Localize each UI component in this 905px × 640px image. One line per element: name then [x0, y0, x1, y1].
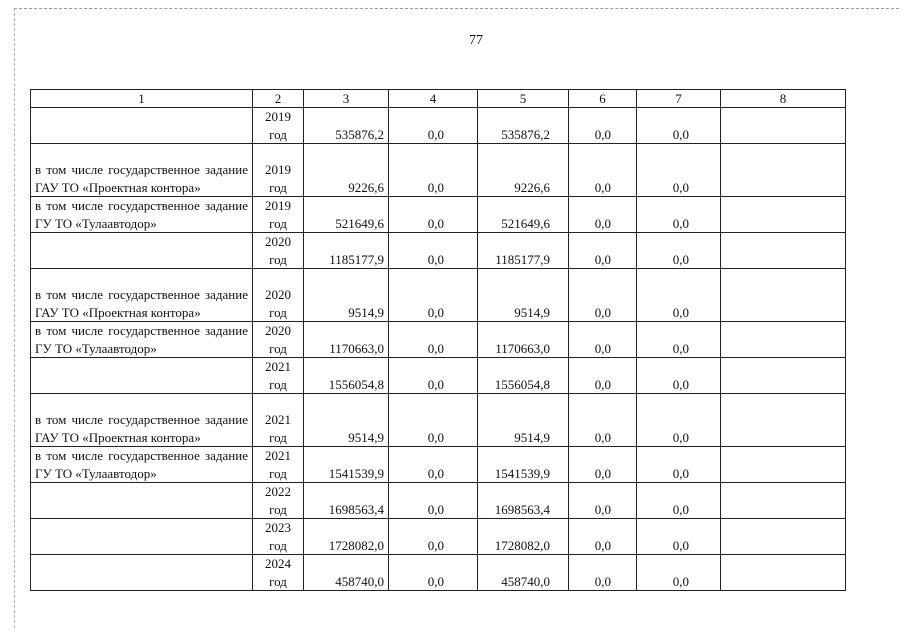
- table-row: [31, 358, 846, 394]
- cell-col-5: 9514,9: [478, 394, 569, 447]
- cell-col-8: [721, 394, 846, 447]
- cell-col-6: 0,0: [569, 358, 637, 394]
- cell-col-8: [721, 358, 846, 394]
- cell-col-3: 9514,9: [304, 394, 389, 447]
- header-cell: 3: [304, 90, 389, 108]
- cell-col-7: 0,0: [637, 555, 721, 591]
- header-cell: 5: [478, 90, 569, 108]
- table-body: [31, 108, 846, 591]
- budget-table: [30, 89, 846, 591]
- table-row: [31, 483, 846, 519]
- table-row: [31, 519, 846, 555]
- year-unit: год: [269, 179, 287, 195]
- cell-col-4: 0,0: [389, 483, 478, 519]
- cell-col-7: 0,0: [637, 269, 721, 322]
- page-number: 77: [469, 33, 483, 48]
- row-description: в том числе государственное задание ГАУ ТО «Проектная контора»: [31, 394, 253, 447]
- cell-col-5: 1556054,8: [478, 358, 569, 394]
- cell-col-7: 0,0: [637, 519, 721, 555]
- cell-col-4: 0,0: [389, 322, 478, 358]
- cell-col-3: 1170663,0: [304, 322, 389, 358]
- cell-col-8: [721, 108, 846, 144]
- cell-col-5: 535876,2: [478, 108, 569, 144]
- cell-col-4: 0,0: [389, 519, 478, 555]
- table-row: [31, 447, 846, 483]
- cell-col-8: [721, 322, 846, 358]
- cell-col-3: 1185177,9: [304, 233, 389, 269]
- cell-col-7: 0,0: [637, 447, 721, 483]
- row-description: [31, 108, 253, 144]
- header-cell: 2: [253, 90, 304, 108]
- table-row: [31, 394, 846, 447]
- cell-col-8: [721, 519, 846, 555]
- cell-col-6: 0,0: [569, 394, 637, 447]
- cell-col-4: 0,0: [389, 358, 478, 394]
- cell-col-5: 1698563,4: [478, 483, 569, 519]
- cell-col-6: 0,0: [569, 144, 637, 197]
- cell-col-7: 0,0: [637, 483, 721, 519]
- year-value: 2023: [265, 520, 291, 535]
- cell-col-5: 1170663,0: [478, 322, 569, 358]
- row-description: в том числе государственное задание ГАУ ТО «Проектная контора»: [31, 269, 253, 322]
- cell-col-7: 0,0: [637, 144, 721, 197]
- year-unit: год: [269, 126, 287, 142]
- year-unit: год: [269, 465, 287, 481]
- cell-col-8: [721, 233, 846, 269]
- cell-col-8: [721, 483, 846, 519]
- header-cell: 1: [31, 90, 253, 108]
- cell-col-5: 1541539,9: [478, 447, 569, 483]
- year-value: 2020: [265, 323, 291, 338]
- row-year: [253, 269, 304, 322]
- cell-col-5: 9226,6: [478, 144, 569, 197]
- row-description: [31, 233, 253, 269]
- cell-col-3: 9514,9: [304, 269, 389, 322]
- cell-col-6: 0,0: [569, 269, 637, 322]
- cell-col-3: 458740,0: [304, 555, 389, 591]
- cell-col-5: 458740,0: [478, 555, 569, 591]
- cell-col-4: 0,0: [389, 233, 478, 269]
- header-cell: 6: [569, 90, 637, 108]
- row-year: [253, 322, 304, 358]
- row-description: [31, 519, 253, 555]
- row-year: [253, 197, 304, 233]
- scan-edge-top: [14, 8, 899, 9]
- cell-col-6: 0,0: [569, 322, 637, 358]
- table-row: [31, 197, 846, 233]
- cell-col-6: 0,0: [569, 519, 637, 555]
- header-cell: 8: [721, 90, 846, 108]
- cell-col-8: [721, 144, 846, 197]
- year-value: 2020: [265, 234, 291, 249]
- cell-col-3: 535876,2: [304, 108, 389, 144]
- table-row: [31, 269, 846, 322]
- year-unit: год: [269, 215, 287, 231]
- row-description: [31, 483, 253, 519]
- cell-col-4: 0,0: [389, 447, 478, 483]
- cell-col-6: 0,0: [569, 197, 637, 233]
- row-description: [31, 555, 253, 591]
- table-row: [31, 555, 846, 591]
- header-cell: 4: [389, 90, 478, 108]
- cell-col-4: 0,0: [389, 269, 478, 322]
- row-description: в том числе государственное задание ГУ ТО «Тулаавтодор»: [31, 447, 253, 483]
- cell-col-8: [721, 447, 846, 483]
- cell-col-3: 1698563,4: [304, 483, 389, 519]
- row-year: [253, 483, 304, 519]
- cell-col-3: 1556054,8: [304, 358, 389, 394]
- row-year: [253, 519, 304, 555]
- table-row: [31, 233, 846, 269]
- cell-col-6: 0,0: [569, 555, 637, 591]
- cell-col-5: 1185177,9: [478, 233, 569, 269]
- table-row: [31, 322, 846, 358]
- year-unit: год: [269, 340, 287, 356]
- year-value: 2021: [265, 448, 291, 463]
- header-cell: 7: [637, 90, 721, 108]
- row-description: в том числе государственное задание ГАУ ТО «Проектная контора»: [31, 144, 253, 197]
- cell-col-4: 0,0: [389, 108, 478, 144]
- cell-col-4: 0,0: [389, 555, 478, 591]
- year-unit: год: [269, 501, 287, 517]
- row-description: [31, 358, 253, 394]
- cell-col-7: 0,0: [637, 108, 721, 144]
- cell-col-7: 0,0: [637, 233, 721, 269]
- row-description: в том числе государственное задание ГУ ТО «Тулаавтодор»: [31, 322, 253, 358]
- year-value: 2019: [265, 198, 291, 213]
- year-unit: год: [269, 304, 287, 320]
- scan-edge-left: [14, 8, 15, 628]
- header-row: [31, 90, 846, 108]
- year-unit: год: [269, 429, 287, 445]
- cell-col-5: 1728082,0: [478, 519, 569, 555]
- row-year: [253, 555, 304, 591]
- cell-col-3: 1541539,9: [304, 447, 389, 483]
- table-row: [31, 144, 846, 197]
- row-year: [253, 447, 304, 483]
- row-year: [253, 358, 304, 394]
- cell-col-6: 0,0: [569, 233, 637, 269]
- cell-col-3: 521649,6: [304, 197, 389, 233]
- cell-col-6: 0,0: [569, 108, 637, 144]
- year-value: 2022: [265, 484, 291, 499]
- year-value: 2021: [265, 359, 291, 374]
- row-year: [253, 233, 304, 269]
- cell-col-8: [721, 197, 846, 233]
- cell-col-4: 0,0: [389, 144, 478, 197]
- cell-col-6: 0,0: [569, 483, 637, 519]
- cell-col-7: 0,0: [637, 358, 721, 394]
- cell-col-8: [721, 555, 846, 591]
- year-unit: год: [269, 376, 287, 392]
- cell-col-7: 0,0: [637, 197, 721, 233]
- cell-col-7: 0,0: [637, 322, 721, 358]
- year-value: 2024: [265, 556, 291, 571]
- cell-col-5: 9514,9: [478, 269, 569, 322]
- year-unit: год: [269, 537, 287, 553]
- row-year: [253, 144, 304, 197]
- table-row: [31, 108, 846, 144]
- row-year: [253, 394, 304, 447]
- cell-col-6: 0,0: [569, 447, 637, 483]
- year-value: 2019: [265, 162, 291, 177]
- cell-col-8: [721, 269, 846, 322]
- cell-col-4: 0,0: [389, 197, 478, 233]
- year-value: 2019: [265, 109, 291, 124]
- cell-col-7: 0,0: [637, 394, 721, 447]
- year-value: 2021: [265, 412, 291, 427]
- row-description: в том числе государственное задание ГУ ТО «Тулаавтодор»: [31, 197, 253, 233]
- year-value: 2020: [265, 287, 291, 302]
- year-unit: год: [269, 251, 287, 267]
- cell-col-4: 0,0: [389, 394, 478, 447]
- cell-col-5: 521649,6: [478, 197, 569, 233]
- row-year: [253, 108, 304, 144]
- cell-col-3: 1728082,0: [304, 519, 389, 555]
- cell-col-3: 9226,6: [304, 144, 389, 197]
- year-unit: год: [269, 573, 287, 589]
